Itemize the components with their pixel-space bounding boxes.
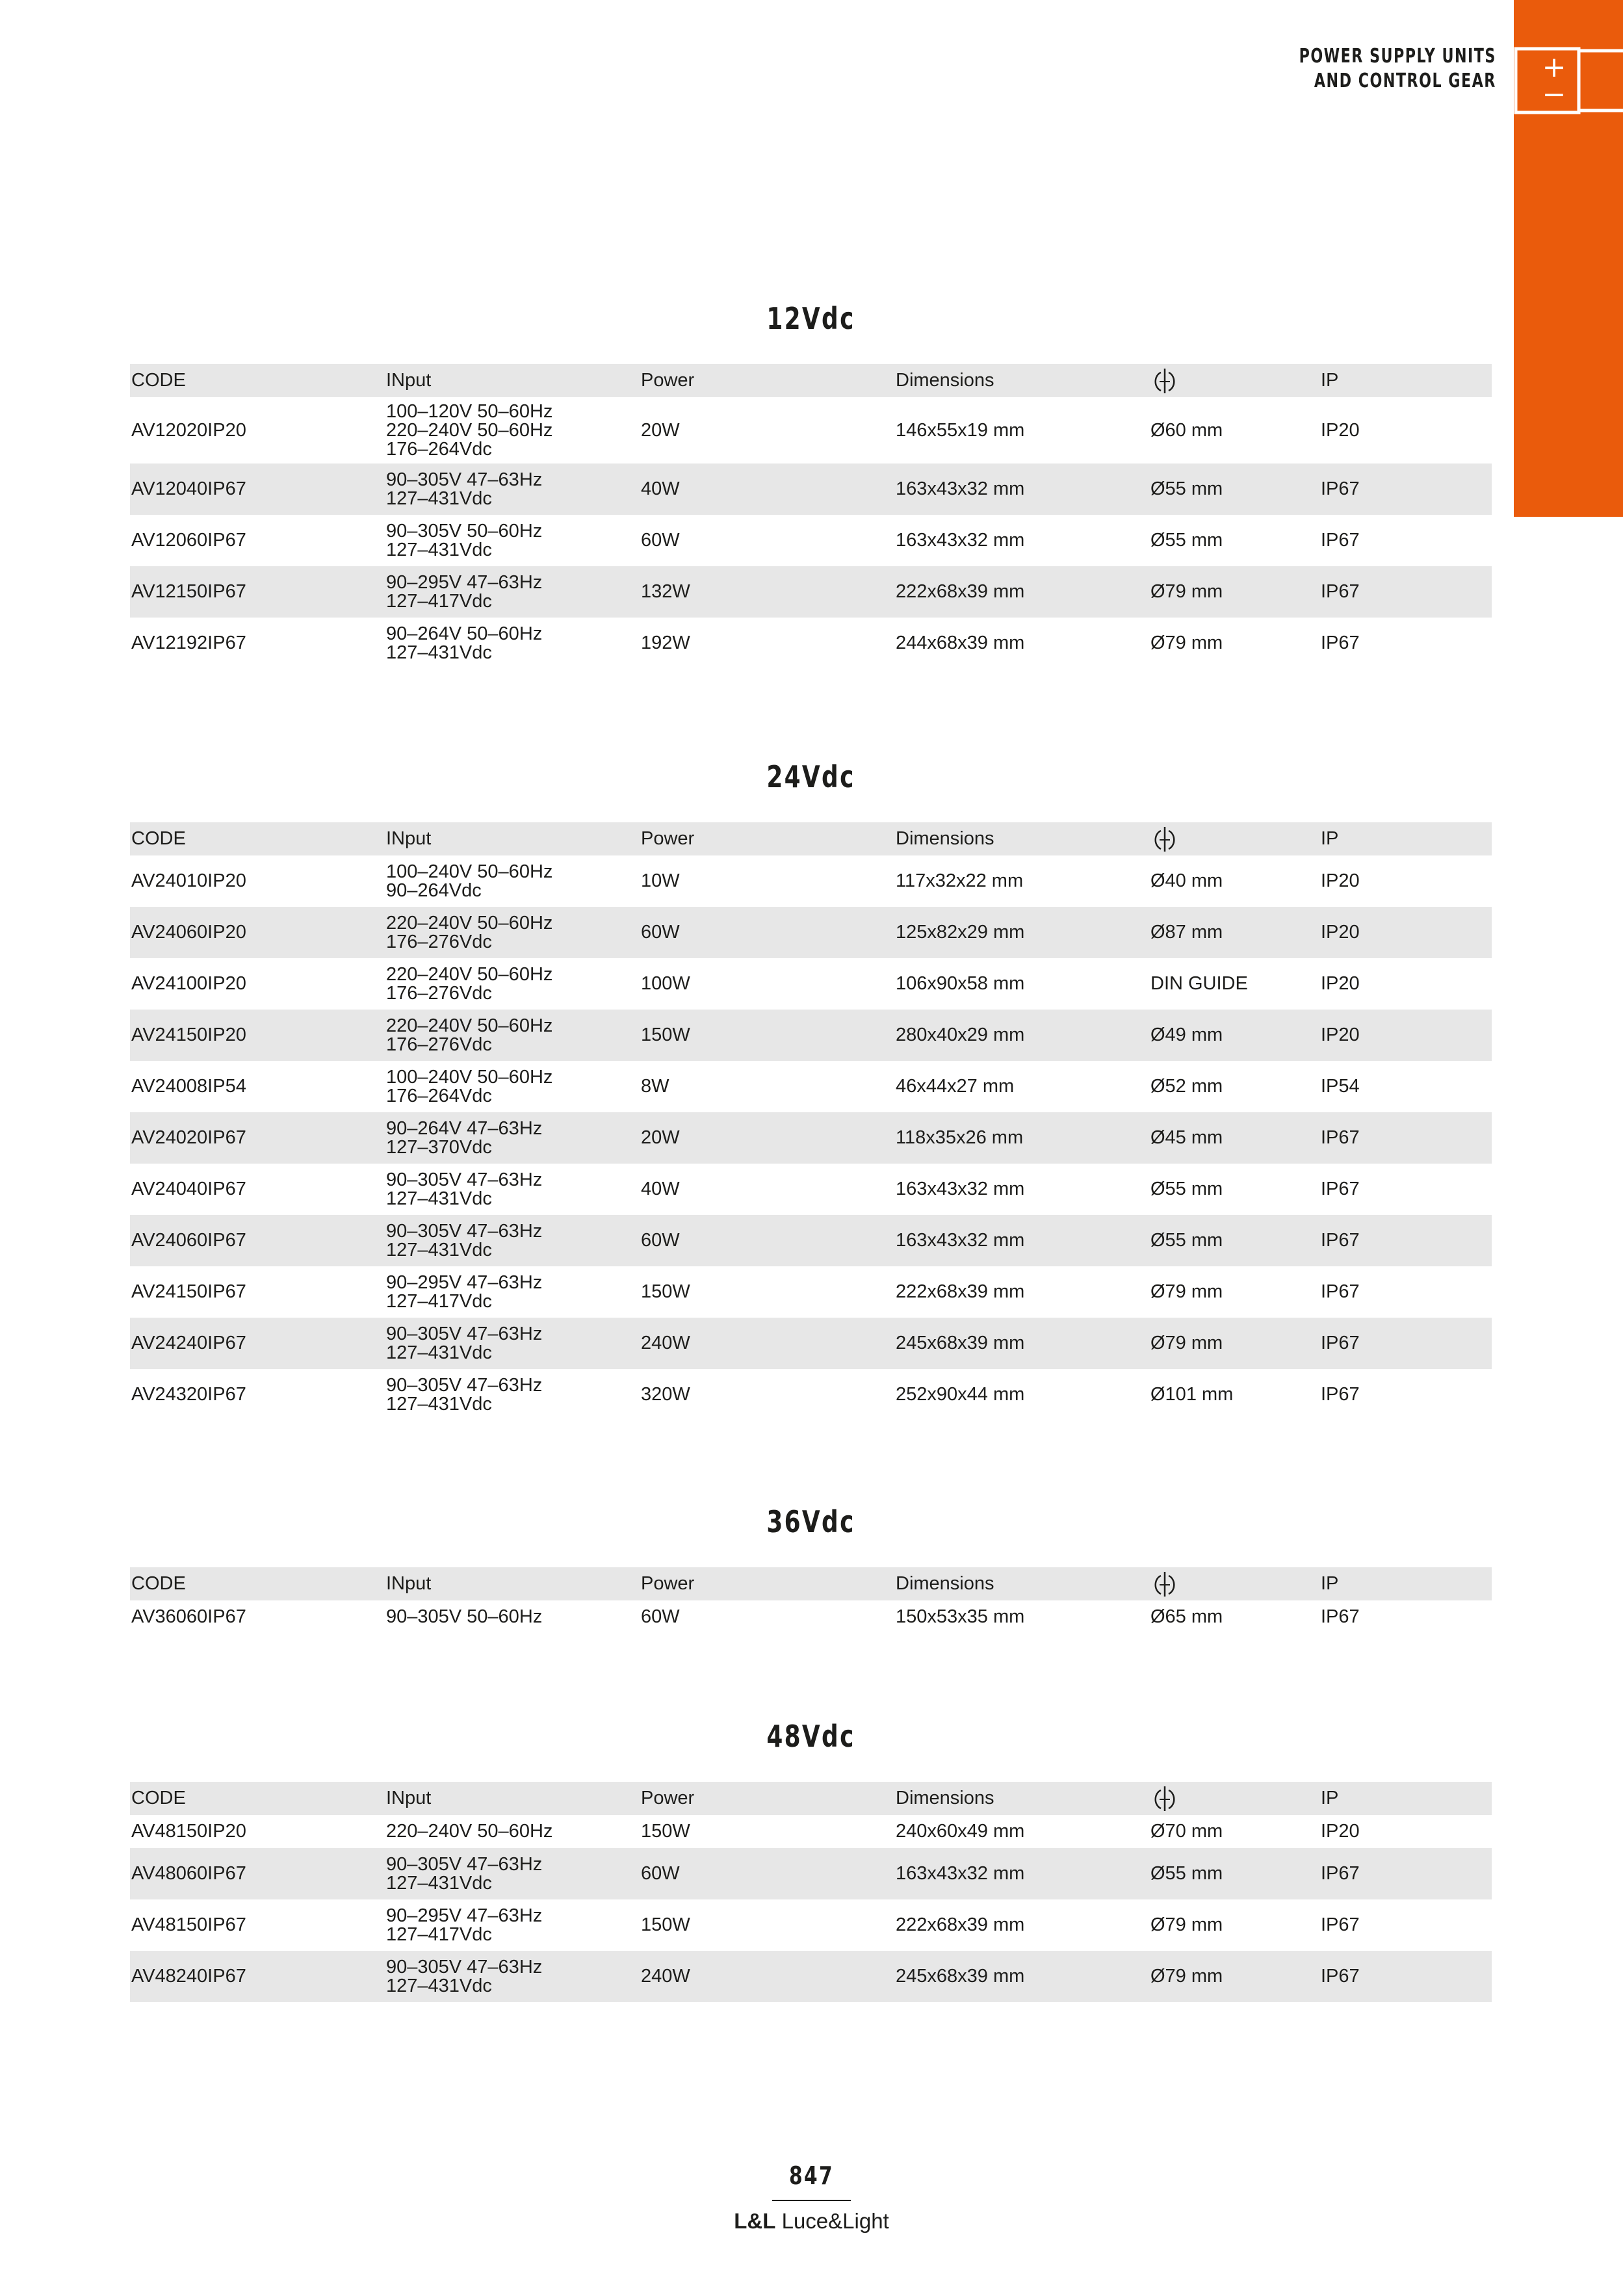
section-title: 36Vdc [766,1504,855,1539]
cell-diameter: DIN GUIDE [1150,973,1248,994]
input-line: 220–240V 50–60Hz [386,1015,553,1036]
cell-power: 60W [641,1606,680,1627]
input-line: 100–240V 50–60Hz [386,861,553,882]
input-line: 127–370Vdc [386,1136,492,1158]
brand-bold: L&L [734,2209,776,2233]
cell-input [385,1600,640,1634]
col-power: Power [641,828,695,849]
input-line: 220–240V 50–60Hz [386,963,553,985]
cell-code: AV24150IP67 [131,1281,246,1302]
cell-dimensions: 163x43x32 mm [896,1863,1025,1884]
input-line: 90–264V 50–60Hz [386,623,543,644]
col-input: INput [386,1573,432,1594]
cable-diameter-icon [1150,1571,1179,1598]
cell-ip: IP67 [1321,1179,1360,1199]
cell-ip: IP54 [1321,1076,1360,1097]
cell-power: 150W [641,1821,690,1842]
table-row [130,1010,1492,1061]
cell-input [385,397,640,463]
minus-sign: − [1542,78,1566,111]
cell-code: AV24060IP67 [131,1230,246,1251]
cell-ip: IP67 [1321,1281,1360,1302]
cell-input [385,1318,640,1369]
cell-diameter: Ø52 mm [1150,1076,1223,1097]
category-tab [1514,0,1623,517]
cell-code: AV24320IP67 [131,1384,246,1405]
col-ip: IP [1321,370,1339,391]
cell-input [385,855,640,907]
cell-diameter: Ø70 mm [1150,1821,1223,1842]
brand-name [0,2209,1623,2234]
cell-power: 60W [641,1863,680,1884]
cell-power: 100W [641,973,690,994]
cell-diameter: Ø79 mm [1150,633,1223,653]
plus-sign: + [1542,51,1566,84]
cell-ip: IP67 [1321,581,1360,602]
input-line: 220–240V 50–60Hz [386,419,553,441]
input-line: 127–431Vdc [386,642,492,663]
product-table [130,1782,1492,2002]
table-row [130,515,1492,566]
col-input: INput [386,1788,432,1808]
cell-dimensions: 163x43x32 mm [896,1179,1025,1199]
cell-ip: IP20 [1321,922,1360,943]
cell-input [385,618,640,669]
input-line: 100–240V 50–60Hz [386,1066,553,1088]
col-diameter [1149,1782,1319,1815]
col-power: Power [641,1788,695,1808]
footer-divider [772,2200,851,2201]
cell-ip: IP67 [1321,1863,1360,1884]
cell-power: 192W [641,633,690,653]
cell-dimensions: 46x44x27 mm [896,1076,1015,1097]
cell-input [385,1951,640,2002]
input-line: 90–305V 47–63Hz [386,1323,543,1344]
cell-diameter: Ø55 mm [1150,1179,1223,1199]
cable-diameter-icon [1150,367,1179,395]
cell-power: 60W [641,1230,680,1251]
input-line: 90–305V 47–63Hz [386,1853,543,1875]
input-line: 127–431Vdc [386,1239,492,1260]
cell-power: 150W [641,1914,690,1935]
input-line: 127–417Vdc [386,590,492,612]
table-row [130,1600,1492,1634]
cell-power: 150W [641,1024,690,1045]
cell-power: 60W [641,530,680,551]
input-line: 127–431Vdc [386,1342,492,1363]
cell-diameter: Ø55 mm [1150,478,1223,499]
cell-power: 10W [641,870,680,891]
cell-code: AV48150IP20 [131,1821,246,1842]
col-code: CODE [131,1788,186,1808]
col-dimensions: Dimensions [896,1788,994,1808]
col-code: CODE [131,1573,186,1594]
section-36vdc [130,1499,1492,1634]
cell-dimensions: 118x35x26 mm [896,1127,1024,1148]
table-row [130,1266,1492,1318]
input-line: 176–264Vdc [386,438,492,460]
cell-ip: IP67 [1321,1914,1360,1935]
input-line: 90–295V 47–63Hz [386,1905,543,1926]
cell-input [385,1112,640,1164]
brand-rest: Luce&Light [781,2209,889,2233]
input-line: 90–295V 47–63Hz [386,1272,543,1293]
input-line: 127–431Vdc [386,1975,492,1996]
cell-dimensions: 244x68x39 mm [896,633,1025,653]
cell-code: AV12020IP20 [131,419,246,441]
table-row [130,907,1492,958]
input-line: 127–431Vdc [386,1872,492,1894]
cell-input [385,566,640,618]
col-input: INput [386,828,432,849]
input-line: 90–264V 47–63Hz [386,1117,543,1139]
cell-input [385,1815,640,1848]
table-header-row [130,1567,1492,1600]
cell-dimensions: 106x90x58 mm [896,973,1025,994]
input-line: 90–305V 47–63Hz [386,1220,543,1242]
cell-dimensions: 163x43x32 mm [896,530,1025,551]
section-title: 48Vdc [766,1719,855,1754]
cell-dimensions: 252x90x44 mm [896,1384,1025,1405]
cell-input [385,958,640,1010]
cell-code: AV24040IP67 [131,1179,246,1199]
table-row [130,1369,1492,1420]
input-line: 127–431Vdc [386,1393,492,1415]
table-row [130,1899,1492,1951]
cell-power: 320W [641,1384,690,1405]
col-diameter [1149,1567,1319,1600]
table-header-row [130,1782,1492,1815]
cell-diameter: Ø87 mm [1150,922,1223,943]
cell-dimensions: 146x55x19 mm [896,419,1025,441]
cell-ip: IP20 [1321,1024,1360,1045]
cell-ip: IP67 [1321,1127,1360,1148]
input-line: 90–295V 47–63Hz [386,571,543,593]
table-row [130,1848,1492,1899]
cell-ip: IP67 [1321,530,1360,551]
cell-power: 8W [641,1076,669,1097]
cell-dimensions: 163x43x32 mm [896,478,1025,499]
cell-dimensions: 150x53x35 mm [896,1606,1025,1627]
input-line: 127–431Vdc [386,488,492,509]
cell-ip: IP67 [1321,478,1360,499]
col-code: CODE [131,370,186,391]
cell-diameter: Ø55 mm [1150,1230,1223,1251]
cell-diameter: Ø79 mm [1150,1966,1223,1987]
cell-input [385,515,640,566]
cell-power: 40W [641,1179,680,1199]
table-row [130,1164,1492,1215]
cell-ip: IP20 [1321,973,1360,994]
cell-diameter: Ø60 mm [1150,419,1223,441]
col-ip: IP [1321,1573,1339,1594]
cell-power: 150W [641,1281,690,1302]
col-ip: IP [1321,828,1339,849]
table-row [130,855,1492,907]
cell-ip: IP67 [1321,1966,1360,1987]
cell-diameter: Ø55 mm [1150,1863,1223,1884]
cell-power: 20W [641,1127,680,1148]
cell-dimensions: 117x32x22 mm [896,870,1024,891]
col-ip: IP [1321,1788,1339,1808]
col-code: CODE [131,828,186,849]
cell-diameter: Ø55 mm [1150,530,1223,551]
table-row [130,958,1492,1010]
cell-input [385,1164,640,1215]
cell-code: AV24100IP20 [131,973,246,994]
cell-ip: IP67 [1321,1333,1360,1353]
cell-diameter: Ø79 mm [1150,1914,1223,1935]
cell-diameter: Ø79 mm [1150,1333,1223,1353]
input-line: 90–305V 50–60Hz [386,520,543,541]
cell-dimensions: 245x68x39 mm [896,1333,1025,1353]
cell-diameter: Ø65 mm [1150,1606,1223,1627]
cable-diameter-icon [1150,1785,1179,1812]
input-line: 220–240V 50–60Hz [386,912,553,933]
cell-code: AV12040IP67 [131,478,246,499]
cell-power: 20W [641,419,680,441]
table-row [130,1061,1492,1112]
section-24vdc [130,754,1492,1420]
col-input: INput [386,370,432,391]
input-line: 176–264Vdc [386,1085,492,1106]
input-line: 100–120V 50–60Hz [386,400,553,422]
cell-input [385,1061,640,1112]
cell-code: AV24060IP20 [131,922,246,943]
cell-code: AV48240IP67 [131,1966,246,1987]
category-header-line-1: POWER SUPPLY UNITS [1299,45,1496,68]
section-title: 24Vdc [766,759,855,794]
table-row [130,1318,1492,1369]
product-table [130,1567,1492,1634]
cell-ip: IP67 [1321,1384,1360,1405]
cell-ip: IP67 [1321,1230,1360,1251]
product-table [130,822,1492,1420]
col-diameter [1149,364,1319,397]
cell-power: 40W [641,478,680,499]
input-line: 127–417Vdc [386,1290,492,1312]
cell-diameter: Ø45 mm [1150,1127,1223,1148]
input-line: 90–305V 47–63Hz [386,1169,543,1190]
cell-input [385,1266,640,1318]
table-row [130,1215,1492,1266]
cell-code: AV48150IP67 [131,1914,246,1935]
section-48vdc [130,1714,1492,2002]
cell-dimensions: 125x82x29 mm [896,922,1025,943]
cable-diameter-icon [1150,826,1179,853]
cell-diameter: Ø101 mm [1150,1384,1234,1405]
cell-power: 60W [641,922,680,943]
cell-diameter: Ø49 mm [1150,1024,1223,1045]
cell-diameter: Ø79 mm [1150,1281,1223,1302]
cell-dimensions: 222x68x39 mm [896,581,1025,602]
cell-code: AV12060IP67 [131,530,246,551]
cell-ip: IP67 [1321,1606,1360,1627]
table-row [130,1815,1492,1848]
cell-code: AV24010IP20 [131,870,246,891]
section-12vdc [130,296,1492,669]
input-line: 127–431Vdc [386,539,492,560]
cell-input [385,1215,640,1266]
table-row [130,1951,1492,2002]
cell-input [385,1010,640,1061]
table-row [130,566,1492,618]
table-row [130,463,1492,515]
col-dimensions: Dimensions [896,370,994,391]
cell-code: AV24240IP67 [131,1333,246,1353]
cell-ip: IP67 [1321,633,1360,653]
cell-diameter: Ø40 mm [1150,870,1223,891]
cell-input [385,1369,640,1420]
cell-diameter: Ø79 mm [1150,581,1223,602]
table-header-row [130,364,1492,397]
cell-code: AV24150IP20 [131,1024,246,1045]
cell-input [385,907,640,958]
cell-ip: IP20 [1321,419,1360,441]
cell-power: 132W [641,581,690,602]
col-power: Power [641,370,695,391]
section-title: 12Vdc [766,301,855,336]
category-header-line-2: AND CONTROL GEAR [1314,70,1496,92]
cell-ip: IP20 [1321,870,1360,891]
plus-minus-icon [1514,0,1623,117]
col-dimensions: Dimensions [896,828,994,849]
cell-code: AV12192IP67 [131,633,246,653]
input-line: 176–276Vdc [386,931,492,952]
cell-code: AV48060IP67 [131,1863,246,1884]
input-line: 90–305V 47–63Hz [386,469,543,490]
page-number: 847 [789,2161,834,2190]
cell-input [385,1848,640,1899]
product-table [130,364,1492,669]
input-line: 127–431Vdc [386,1188,492,1209]
cell-code: AV24008IP54 [131,1076,246,1097]
input-line: 176–276Vdc [386,1034,492,1055]
cell-code: AV24020IP67 [131,1127,246,1148]
cell-dimensions: 222x68x39 mm [896,1281,1025,1302]
input-line: 90–305V 47–63Hz [386,1956,543,1977]
table-row [130,1112,1492,1164]
cell-dimensions: 163x43x32 mm [896,1230,1025,1251]
cell-dimensions: 280x40x29 mm [896,1024,1025,1045]
input-line: 176–276Vdc [386,982,492,1004]
cell-power: 240W [641,1333,690,1353]
input-line: 90–264Vdc [386,880,482,901]
input-line: 220–240V 50–60Hz [386,1821,553,1842]
cell-dimensions: 240x60x49 mm [896,1821,1025,1842]
cell-input [385,463,640,515]
table-row [130,397,1492,463]
col-diameter [1149,822,1319,855]
col-power: Power [641,1573,695,1594]
input-line: 90–305V 50–60Hz [386,1606,543,1627]
cell-power: 240W [641,1966,690,1987]
input-line: 90–305V 47–63Hz [386,1374,543,1396]
category-header [1299,44,1496,94]
table-row [130,618,1492,669]
cell-dimensions: 245x68x39 mm [896,1966,1025,1987]
cell-code: AV36060IP67 [131,1606,246,1627]
cell-ip: IP20 [1321,1821,1360,1842]
cell-input [385,1899,640,1951]
table-header-row [130,822,1492,855]
input-line: 127–417Vdc [386,1924,492,1945]
col-dimensions: Dimensions [896,1573,994,1594]
cell-code: AV12150IP67 [131,581,246,602]
cell-dimensions: 222x68x39 mm [896,1914,1025,1935]
